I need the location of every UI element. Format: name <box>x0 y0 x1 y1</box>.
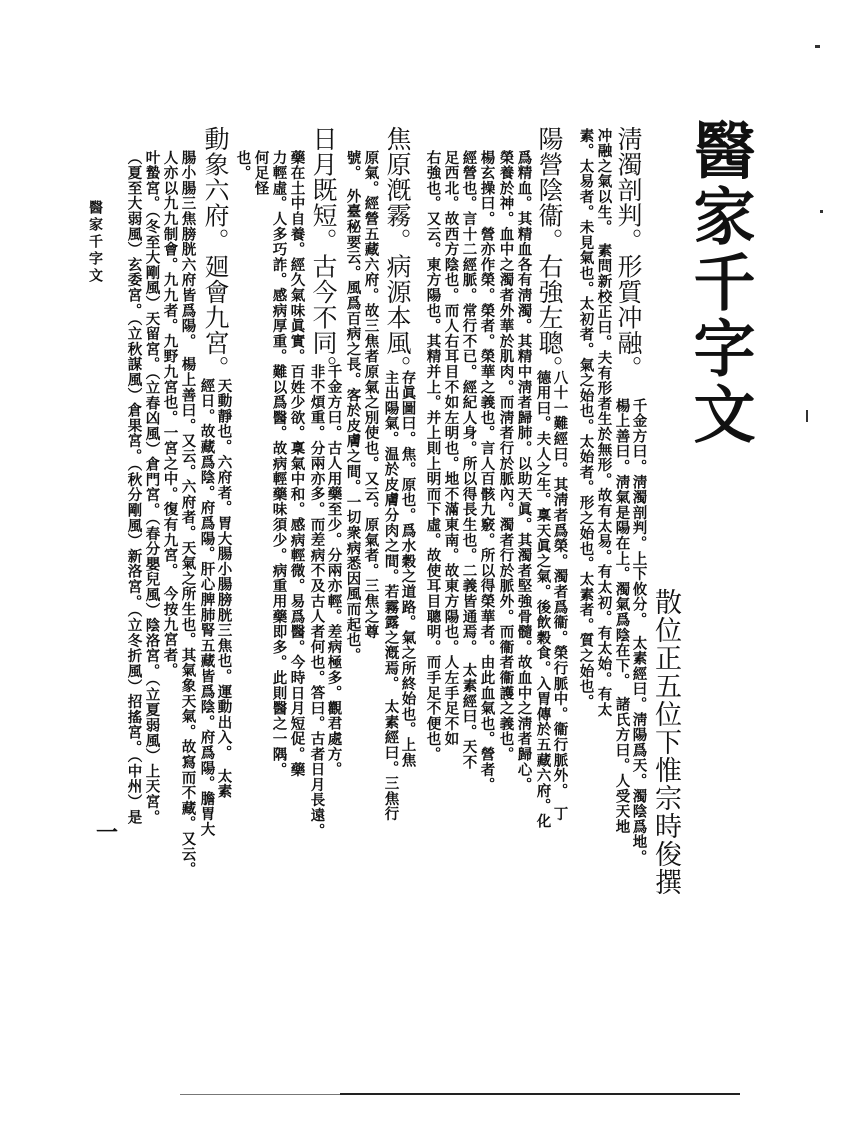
commentary-column: 非不煩重。分兩亦多。而差病不及古人者何也。答曰。古者日月長遠。 <box>308 364 326 839</box>
verse-column: 焦原漑霧。病源本風。 <box>383 126 412 381</box>
commentary-column: 八十一難經曰。其淸者爲榮。濁者爲衞。榮行脈中。衞行脈外。 丁 <box>551 370 569 822</box>
commentary-column: 楊上善曰。淸氣是陽在上。濁氣爲陰在下。 諸氏方曰。人受天地 <box>613 398 631 835</box>
commentary-column: 力輕虛。人多巧詐。感病厚重。難以爲醫。故病輕藥味須少。病重用藥即多。此則醫之一隅。 <box>270 150 288 778</box>
commentary-column: 德用曰。夫人之生。稟天眞之氣。後飲穀食。入胃傳於五藏六府。化 <box>534 370 552 829</box>
scan-speck <box>806 410 808 422</box>
commentary-column: 叶蟄宮。（冬至大剛風）天留宮。（立春凶風）倉門宮。（春分嬰兒風）陰洛宮。（立夏弱風）上天宮。 <box>143 150 161 825</box>
author-line: 散位正五位下惟宗時俊撰 <box>650 588 681 896</box>
commentary-column: 何足怪 <box>252 150 270 196</box>
page-number: 一 <box>96 820 119 846</box>
commentary-column: 經營也。言十二經脈。常行不已。經紀人身。所以得長生也。二義皆通焉。 太素經曰。天不 <box>460 150 478 771</box>
scan-speck <box>820 210 823 213</box>
commentary-column: 楊玄操曰。營亦作榮。榮者。榮華之義也。言人百骸九竅。所以得榮華者。由此血氣也。營者。 <box>478 150 496 793</box>
commentary-column: 原氣。經營五藏六府。故三焦者原氣之別使也。又云。原氣者。三焦之尊 <box>362 150 380 640</box>
verse-column: 陽營陰衞。右強左聰。 <box>535 126 564 381</box>
commentary-column: 千金方曰。淸濁剖判。上下攸分。 太素經曰。淸陽爲天。濁陰爲地。 <box>630 398 648 866</box>
commentary-column: 榮養於神。血中之濁者外華於肌肉。而淸者行於脈內。濁者行於脈外。而衞者衞護之義也。 <box>497 150 515 762</box>
scan-bottom-line <box>340 1093 740 1095</box>
verse-column: 動象六府。廻會九宮。 <box>201 126 230 381</box>
commentary-column: 藥在土中自養。經久氣味眞實。百姓少欲。稟氣中和。感病輕微。易爲醫。今時日月短促。藥 <box>288 150 306 778</box>
commentary-column: 主出陽氣。温於皮膚分肉之間。若霧露之漑焉。 太素經曰。三焦行 <box>382 370 400 822</box>
book-title: 醫家千字文 <box>683 118 756 448</box>
commentary-column: 足西北。故西方陰也。而人右耳目不如左明也。地不滿東南。故東方陽也。人左手足不如 <box>442 150 460 747</box>
commentary-column: 右強也。又云。東方陽也。其精并上。并上則上明而下虛。故使耳目聰明。而手足不便也。 <box>424 150 442 762</box>
commentary-column: 冲融之氣以生。 素問新校正曰。夫有形者生於無形。故有太易。有太初。有太始。有太 <box>595 128 613 718</box>
commentary-column: 存眞圖曰。焦。原也。爲水穀之道路。氣之所終始也。上焦 <box>399 370 417 768</box>
commentary-column: 腸小腸三焦膀胱六府皆爲陽。 楊上善曰。又云。六府者。天氣之所生也。其氣象天氣。故寫而不藏。又云。 <box>179 150 197 878</box>
commentary-column: 千金方曰。古人用藥至少。分兩亦輕。差病極多。觀君處方。 <box>325 364 343 778</box>
commentary-column: 天動靜也。六府者。胃大腸小腸膀胱三焦也。運動出入。 太素 <box>215 378 233 800</box>
verse-column: 淸濁剖判。形質冲融。 <box>614 126 643 381</box>
commentary-column: 人亦以九九制會。九九者。九野九宮也。一宮之中。復有九宮。 今按九宮者。 <box>161 150 179 679</box>
footer-book-title: 醫家千字文 <box>87 200 103 285</box>
commentary-column: 經日。故藏爲陰。府爲陽。肝心脾肺腎五藏皆爲陰。府爲陽。膽胃大 <box>198 378 216 837</box>
commentary-column: 也。 <box>234 150 252 181</box>
verse-column: 日月既短。古今不同。 <box>309 126 338 381</box>
commentary-column: 素。太易者。未見氣也。太初者。氣之始也。太始者。形之始也。太素者。質之始也。 <box>577 128 595 710</box>
commentary-column: 號。 外臺秘要云。風爲百病之長。客於皮膚之間。一切衆病悉因風而起也。 <box>344 150 362 663</box>
commentary-column: 爲精血。其精血各有淸濁。其精中淸者歸肺。以助天眞。其濁者堅強骨髓。故血中之淸者歸心。 <box>515 150 533 793</box>
scan-speck <box>815 45 820 48</box>
commentary-column: （夏至大弱風）玄委宮。（立秋謀風）倉果宮。（秋分剛風）新洛宮。（立冬折風）招搖宮。（中州）是 <box>125 150 143 825</box>
